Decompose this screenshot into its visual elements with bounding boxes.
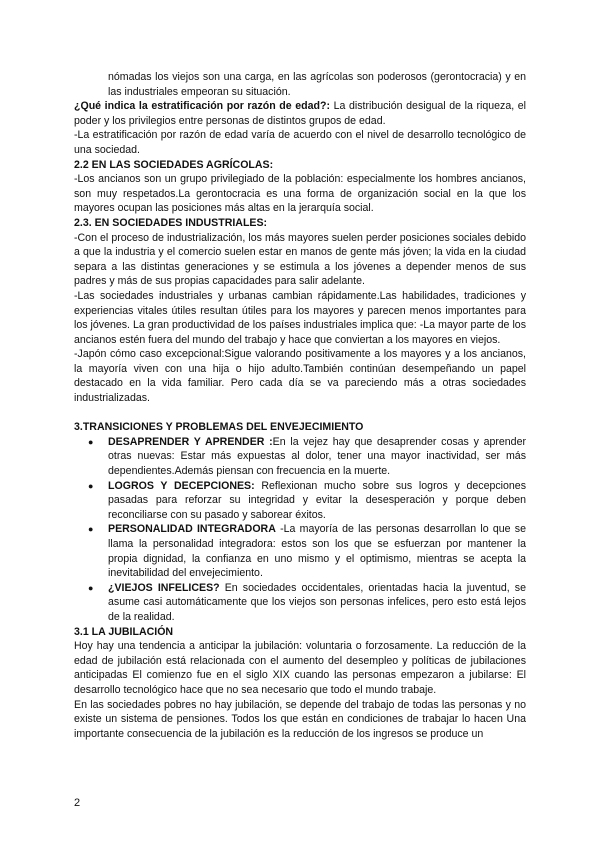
bullet-icon: ●: [88, 524, 94, 535]
paragraph-sociedades-pobres: En las sociedades pobres no hay jubilación, se depende del trabajo de todas las personas y no existe un sistema de pensiones. Todos los que están en condiciones de trabajar lo hacen Una importante consecuencia de la jubilación es la reducción de los ingresos se produce un: [74, 698, 526, 740]
item-text: Reflexionan mucho sobre sus logros y decepciones pasadas para reforzar su integridad y evitar la desesperación y porque deben reconciliarse con su pasado y saborear éxitos.: [108, 479, 526, 521]
paragraph-tendencia-jubilacion: Hoy hay una tendencia a anticipar la jubilación: voluntaria o forzosamente. La reducción de la edad de jubilación está relacionada con el aumento del desempleo y políticas de jubilaciones anticipadas El comienzo fue en el siglo XIX cuando las personas empezaron a jubilarse: El desarrollo tecnológico hace que no sea necesario que todo el mundo trabaje.: [74, 640, 526, 696]
heading-transiciones: 3.TRANSICIONES Y PROBLEMAS DEL ENVEJECIMIENTO: [74, 421, 364, 434]
item-text: En sociedades occidentales, orientadas hacia la juventud, se asume casi automáticamente que los viejos son personas infelices, pero esto está lejos de la realidad.: [108, 581, 526, 623]
heading-jubilacion: 3.1 LA JUBILACIÓN: [74, 625, 174, 638]
paragraph-industrializacion: -Con el proceso de industrialización, los más mayores suelen perder posiciones sociales debido a que la industria y el comercio suelen estar en manos de gente más jóven; la vida en la ciudad separa a las distintas generaciones y se estimula a los jóvenes a depender menos de sus padres y más de sus propias capacidades para salir adelante.: [74, 231, 526, 288]
question-bold: ¿Qué indica la estratificación por razón de edad?:: [74, 100, 330, 113]
paragraph-ancianos-privilegiados: -Los ancianos son un grupo privilegiado de la población: especialmente los hombres ancianos, son muy respetados.La gerontocracia es una forma de organización social en la que los mayores ocupan las posiciones más altas en la jerarquía social.: [74, 173, 526, 215]
spacer: [74, 406, 526, 421]
heading-sociedades-agricolas: 2.2 EN LAS SOCIEDADES AGRÍCOLAS:: [74, 158, 274, 171]
item-title: ¿VIEJOS INFELICES?: [108, 581, 220, 594]
bullet-icon: ●: [88, 582, 94, 593]
paragraph-estratificacion-question: [74, 99, 526, 128]
list-item-personalidad: [74, 522, 526, 580]
paragraph-japon: -Japón cómo caso excepcional:Sigue valorando positivamente a los mayores y a los ancianos, la mayoría viven con una hija o hijo adulto.También continúan desempeñando un papel destacado en la vida familiar. Pero cada día se va pareciendo más a otras sociedades industrializadas.: [74, 348, 526, 405]
paragraph-nomadas: nómadas los viejos son una carga, en las agrícolas son poderosos (gerontocracia) y en las industriales empeoran su situación.: [108, 71, 526, 98]
question-answer: La distribución desigual de la riqueza, el poder y los privilegios entre personas de distintos grupos de edad.: [74, 100, 526, 127]
item-text: En la vejez hay que desaprender cosas y aprender otras nuevas: Estar más expuestas al dolor, tener una mayor inactividad, ser más dependientes.Además piensan con frecuencia en la muerte.: [108, 435, 526, 478]
item-title: LOGROS Y DECEPCIONES:: [108, 479, 255, 492]
list-item-desaprender: [74, 435, 526, 479]
item-title: PERSONALIDAD INTEGRADORA: [108, 523, 276, 536]
list-item-viejos-infelices: [74, 581, 526, 625]
transiciones-list: [74, 435, 526, 625]
bullet-icon: ●: [88, 436, 94, 447]
bullet-icon: ●: [88, 480, 94, 491]
page-number: 2: [74, 797, 81, 809]
item-text: -La mayoría de las personas desarrollan lo que se llama la personalidad integradora: estos son los que se esfuerzan por mantener la propia dignidad, la confianza en uno mismo y el optimismo, mientras se acepta la inevitabilidad del envejecimiento.: [108, 523, 526, 580]
document-page: [74, 70, 526, 741]
list-item-logros: [74, 479, 526, 523]
paragraph-estratificacion-tecnologico: -La estratificación por razón de edad varía de acuerdo con el nivel de desarrollo tecnológico de una sociedad.: [74, 129, 526, 156]
paragraph-sociedades-urbanas: -Las sociedades industriales y urbanas cambian rápidamente.Las habilidades, tradiciones y experiencias vitales útiles resultan útiles para los mayores y parecen menos importantes para los jóvenes. La gran productividad de los países industriales implica que: -La mayor parte de los ancianos estén fuera del mundo del trabajo y hace que conviertan a los mayores en viejos.: [74, 289, 526, 346]
item-title: DESAPRENDER Y APRENDER :: [108, 435, 273, 448]
heading-sociedades-industriales: 2.3. EN SOCIEDADES INDUSTRIALES:: [74, 216, 268, 229]
